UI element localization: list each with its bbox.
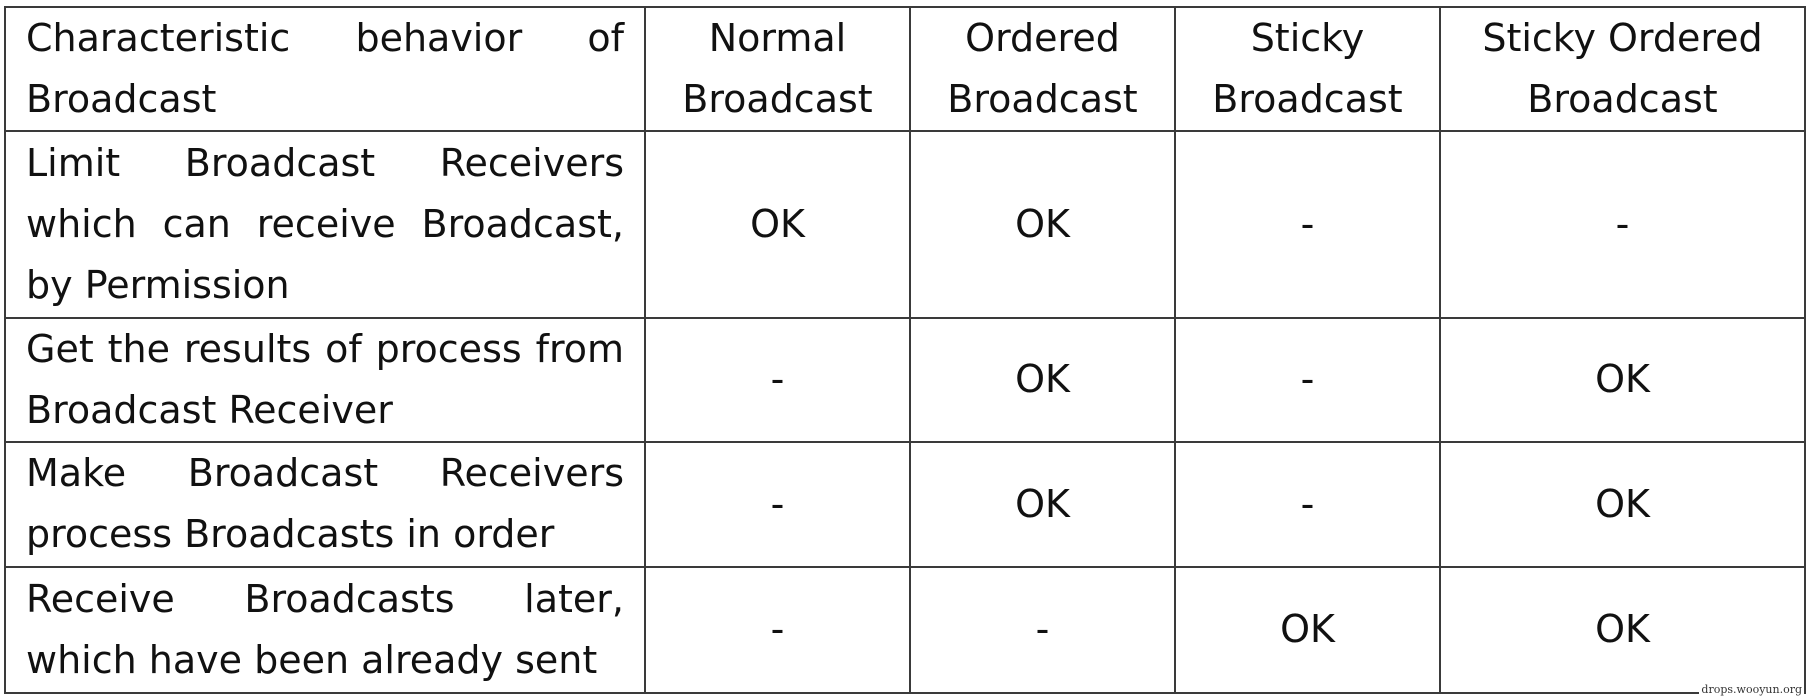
table-row [5, 131, 1805, 318]
header-normal-broadcast: Normal Broadcast [645, 7, 910, 131]
cell-ordered: OK [910, 318, 1175, 442]
cell-normal: - [645, 567, 910, 693]
header-ordered-broadcast: Ordered Broadcast [910, 7, 1175, 131]
cell-sticky-ordered: OK [1440, 442, 1805, 566]
table-row [5, 442, 1805, 566]
cell-sticky: - [1175, 131, 1440, 318]
cell-ordered: - [910, 567, 1175, 693]
header-characteristic: Characteristic behavior of Broadcast [5, 7, 645, 131]
table-row [5, 567, 1805, 693]
cell-sticky-ordered: - [1440, 131, 1805, 318]
row-label: Limit Broadcast Receivers which can receive Broadcast, by Permission [5, 131, 645, 318]
cell-sticky-ordered: OK [1440, 318, 1805, 442]
row-label: Make Broadcast Receivers process Broadcasts in order [5, 442, 645, 566]
cell-sticky: - [1175, 442, 1440, 566]
cell-sticky: OK [1175, 567, 1440, 693]
cell-normal: - [645, 442, 910, 566]
broadcast-comparison-table [4, 6, 1806, 694]
cell-normal: - [645, 318, 910, 442]
cell-sticky: - [1175, 318, 1440, 442]
header-sticky-broadcast: Sticky Broadcast [1175, 7, 1440, 131]
cell-sticky-ordered: OK [1440, 567, 1805, 693]
cell-ordered: OK [910, 442, 1175, 566]
table-row [5, 318, 1805, 442]
header-row [5, 7, 1805, 131]
row-label: Get the results of process from Broadcast Receiver [5, 318, 645, 442]
cell-ordered: OK [910, 131, 1175, 318]
row-label: Receive Broadcasts later, which have been already sent [5, 567, 645, 693]
watermark: drops.wooyun.org [1701, 683, 1802, 696]
cell-normal: OK [645, 131, 910, 318]
header-sticky-ordered-broadcast: Sticky Ordered Broadcast [1440, 7, 1805, 131]
